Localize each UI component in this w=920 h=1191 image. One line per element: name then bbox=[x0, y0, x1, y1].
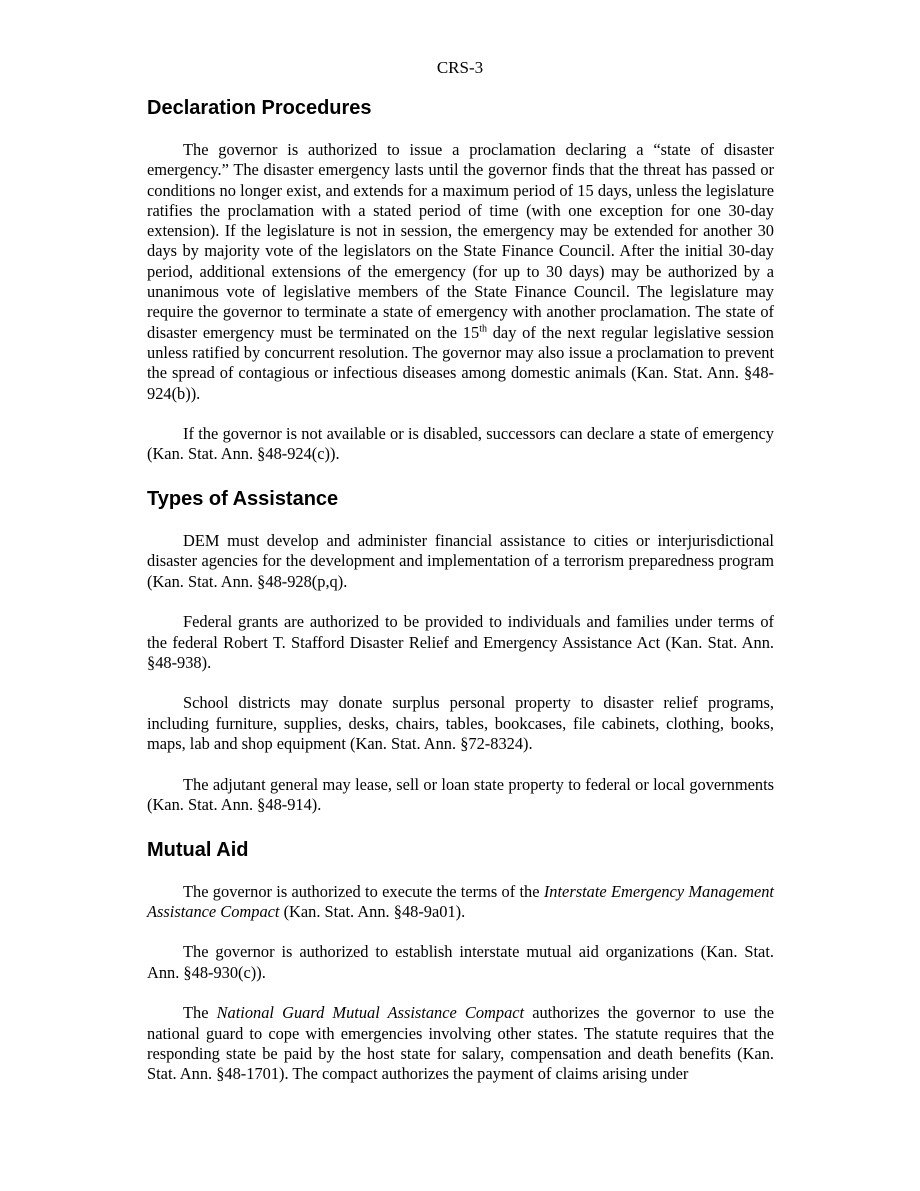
paragraph: The governor is authorized to establish interstate mutual aid organizations (Kan. Stat. Ann. §48-930(c)). bbox=[147, 942, 774, 982]
paragraph: Federal grants are authorized to be provided to individuals and families under terms of the federal Robert T. Stafford Disaster Relief and Emergency Assistance Act (Kan. Stat. Ann. §48-938). bbox=[147, 612, 774, 672]
paragraph bbox=[147, 1003, 774, 1084]
compact-title: National Guard Mutual Assistance Compact bbox=[216, 1003, 525, 1023]
paragraph-text: day of the next regular legislative session unless ratified by concurrent resolution. The governor may also issue a proclamation to prevent the spread of contagious or infectious diseases among domestic animals (Kan. Stat. Ann. §48-924(b)). bbox=[147, 322, 774, 403]
section-heading-mutual-aid: Mutual Aid bbox=[147, 838, 249, 861]
compact-title: Interstate Emergency Management Assistance Compact bbox=[147, 881, 774, 921]
section-heading-declaration: Declaration Procedures bbox=[147, 97, 372, 119]
paragraph bbox=[147, 882, 774, 923]
paragraph bbox=[147, 140, 774, 404]
paragraph-text: The governor is authorized to issue a proclamation declaring a “state of disaster emergency.” The disaster emergency lasts until the governor finds that the threat has passed or conditions no longer exist, and extends for a maximum period of 15 days, unless the legislature ratifies the proclamation with a stated period of time (with one exception for one 30-day extension). If the legislature is not in session, the emergency may be extended for another 30 days by majority vote of the legislators on the State Finance Council. After the initial 30-day period, additional extensions of the emergency (for up to 30 days) may be authorized by a unanimous vote of legislative members of the State Finance Council. The legislature may require the governor to terminate a state of emergency with another proclamation. The state of disaster emergency must be terminated on the 15 bbox=[147, 140, 774, 342]
paragraph-text: (Kan. Stat. Ann. §48-9a01). bbox=[279, 901, 466, 921]
paragraph: DEM must develop and administer financial assistance to cities or interjurisdictional disaster agencies for the development and implementation of a terrorism preparedness program (Kan. Stat. Ann. §48-928(p,q). bbox=[147, 531, 774, 591]
section-heading-assistance: Types of Assistance bbox=[147, 488, 339, 511]
superscript: th bbox=[479, 323, 487, 335]
paragraph: School districts may donate surplus personal property to disaster relief programs, including furniture, supplies, desks, chairs, tables, bookcases, file cabinets, clothing, books, maps, lab and shop equipment (Kan. Stat. Ann. §72-8324). bbox=[147, 693, 774, 754]
paragraph-text: The governor is authorized to execute the terms of the bbox=[183, 881, 544, 901]
paragraph: If the governor is not available or is disabled, successors can declare a state of emergency (Kan. Stat. Ann. §48-924(c)). bbox=[147, 424, 774, 464]
paragraph: The adjutant general may lease, sell or loan state property to federal or local governments (Kan. Stat. Ann. §48-914). bbox=[147, 774, 774, 814]
page-content bbox=[147, 96, 774, 1105]
page-header: CRS-3 bbox=[436, 58, 484, 77]
paragraph-text: The bbox=[183, 1003, 217, 1023]
paragraph-text: authorizes the governor to use the national guard to cope with emergencies involving other states. The statute requires that the responding state be paid by the host state for salary, compensation and death benefits (Kan. Stat. Ann. §48-1701). The compact authorizes the payment of claims arising under bbox=[147, 1003, 774, 1084]
